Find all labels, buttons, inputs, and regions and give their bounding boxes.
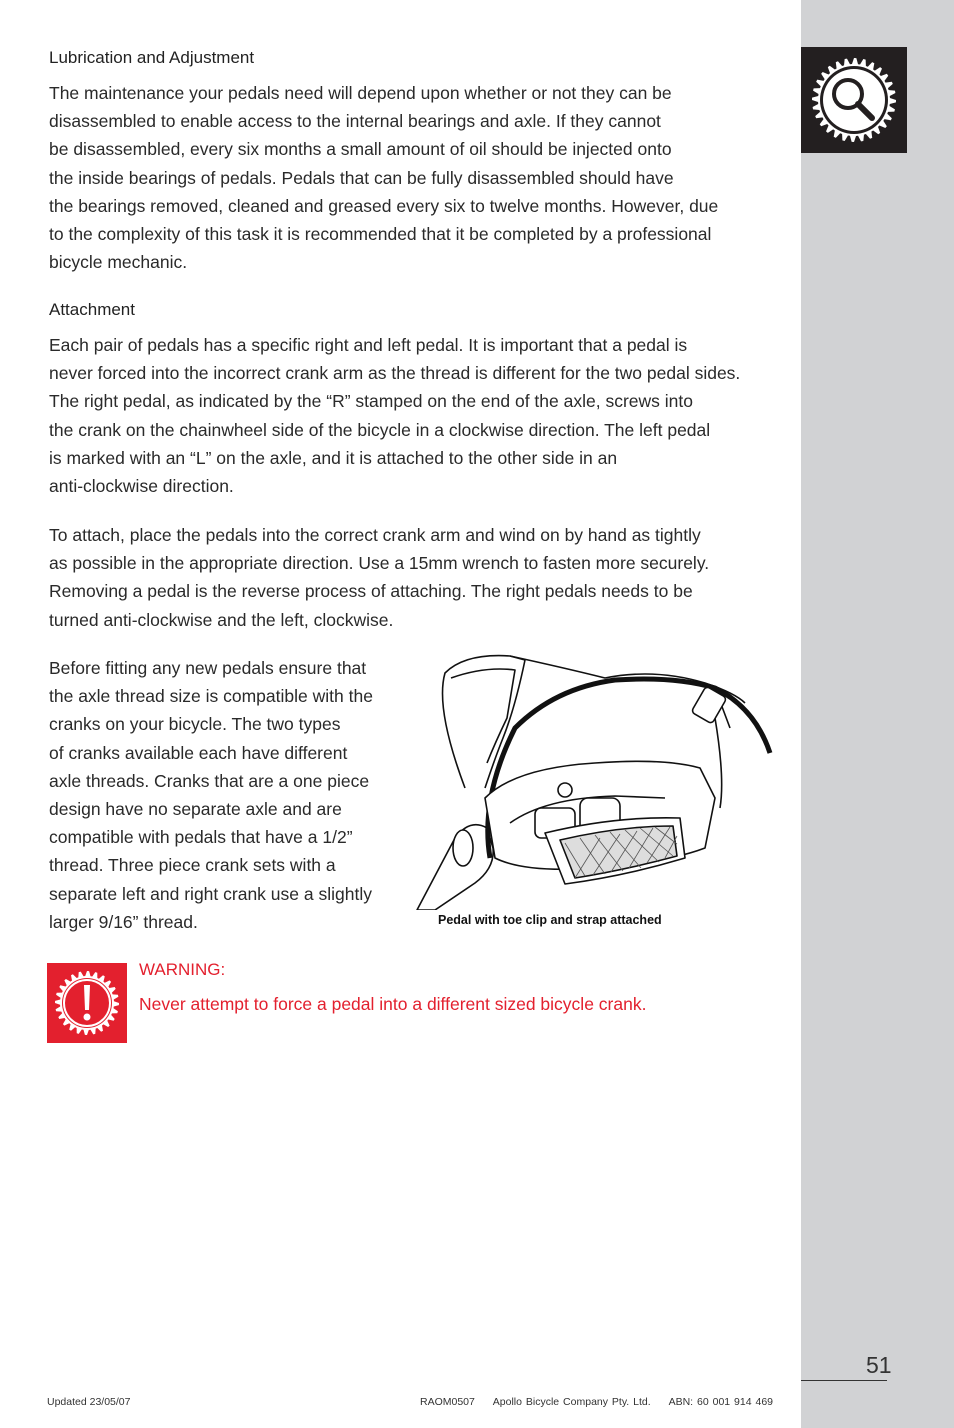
paragraph-line: bicycle mechanic.	[49, 252, 188, 273]
paragraph-line: be disassembled, every six months a small amount of oil should be injected onto	[49, 139, 672, 160]
attachment-paragraph-3	[49, 654, 394, 936]
paragraph-line: larger 9/16” thread.	[49, 911, 198, 932]
footer-info	[420, 1396, 773, 1408]
paragraph-line: turned anti-clockwise and the left, clockwise.	[49, 609, 394, 630]
warning-icon	[47, 963, 127, 1043]
attachment-paragraph-2	[49, 521, 789, 634]
paragraph-line: Each pair of pedals has a specific right and left pedal. It is important that a pedal is	[49, 335, 688, 355]
paragraph-line: To attach, place the pedals into the correct crank arm and wind on by hand as tightly	[49, 525, 701, 545]
paragraph-line: Before fitting any new pedals ensure that	[49, 658, 367, 678]
paragraph-line: as possible in the appropriate direction. Use a 15mm wrench to fasten more securely.	[49, 553, 710, 574]
paragraph-line: compatible with pedals that have a 1/2”	[49, 827, 353, 848]
paragraph-line: is marked with an “L” on the axle, and it is attached to the other side in an	[49, 447, 618, 468]
paragraph-line: the bearings removed, cleaned and greased every six to twelve months. However, due	[49, 195, 719, 216]
paragraph-line: disassembled to enable access to the internal bearings and axle. If they cannot	[49, 111, 661, 132]
attachment-paragraph-1	[49, 331, 789, 500]
paragraph-line: thread. Three piece crank sets with a	[49, 855, 336, 876]
sidebar-band	[801, 0, 954, 1428]
warning-text: Never attempt to force a pedal into a different sized bicycle crank.	[139, 994, 647, 1014]
pedal-illustration	[415, 648, 777, 910]
footer-updated: Updated 23/05/07	[47, 1396, 131, 1408]
paragraph-line: the crank on the chainwheel side of the bicycle in a clockwise direction. The left pedal	[49, 419, 711, 440]
paragraph-line: The maintenance your pedals need will depend upon whether or not they can be	[49, 83, 672, 103]
paragraph-line: The right pedal, as indicated by the “R” stamped on the end of the axle, screws into	[49, 391, 693, 412]
paragraph-line: cranks on your bicycle. The two types	[49, 714, 341, 735]
footer-company: Apollo Bicycle Company Pty. Ltd.	[492, 1396, 651, 1408]
paragraph-line: anti-clockwise direction.	[49, 476, 234, 497]
warning-title: WARNING:	[139, 960, 226, 979]
page-number: 51	[866, 1352, 892, 1378]
paragraph-line: Removing a pedal is the reverse process of attaching. The right pedals needs to be	[49, 581, 693, 602]
paragraph-line: of cranks available each have different	[49, 742, 348, 763]
paragraph-line: the axle thread size is compatible with the	[49, 686, 373, 707]
paragraph-line: axle threads. Cranks that are a one piece	[49, 770, 370, 791]
paragraph-line: the inside bearings of pedals. Pedals that can be fully disassembled should have	[49, 167, 674, 188]
section-heading-lubrication: Lubrication and Adjustment	[49, 48, 255, 67]
footer-abn: ABN: 60 001 914 469	[668, 1396, 774, 1408]
paragraph-line: separate left and right crank use a slightly	[49, 883, 372, 904]
page-number-rule	[801, 1380, 887, 1381]
paragraph-line: never forced into the incorrect crank arm as the thread is different for the two pedal sides.	[49, 363, 741, 384]
section-heading-attachment: Attachment	[49, 300, 135, 319]
paragraph-line: to the complexity of this task it is recommended that it be completed by a professional	[49, 224, 712, 245]
footer-code: RAOM0507	[420, 1396, 475, 1408]
paragraph-line: design have no separate axle and are	[49, 799, 342, 820]
magnifier-gear-icon	[801, 47, 907, 153]
figure-caption: Pedal with toe clip and strap attached	[438, 913, 662, 927]
lubrication-paragraph	[49, 79, 789, 276]
